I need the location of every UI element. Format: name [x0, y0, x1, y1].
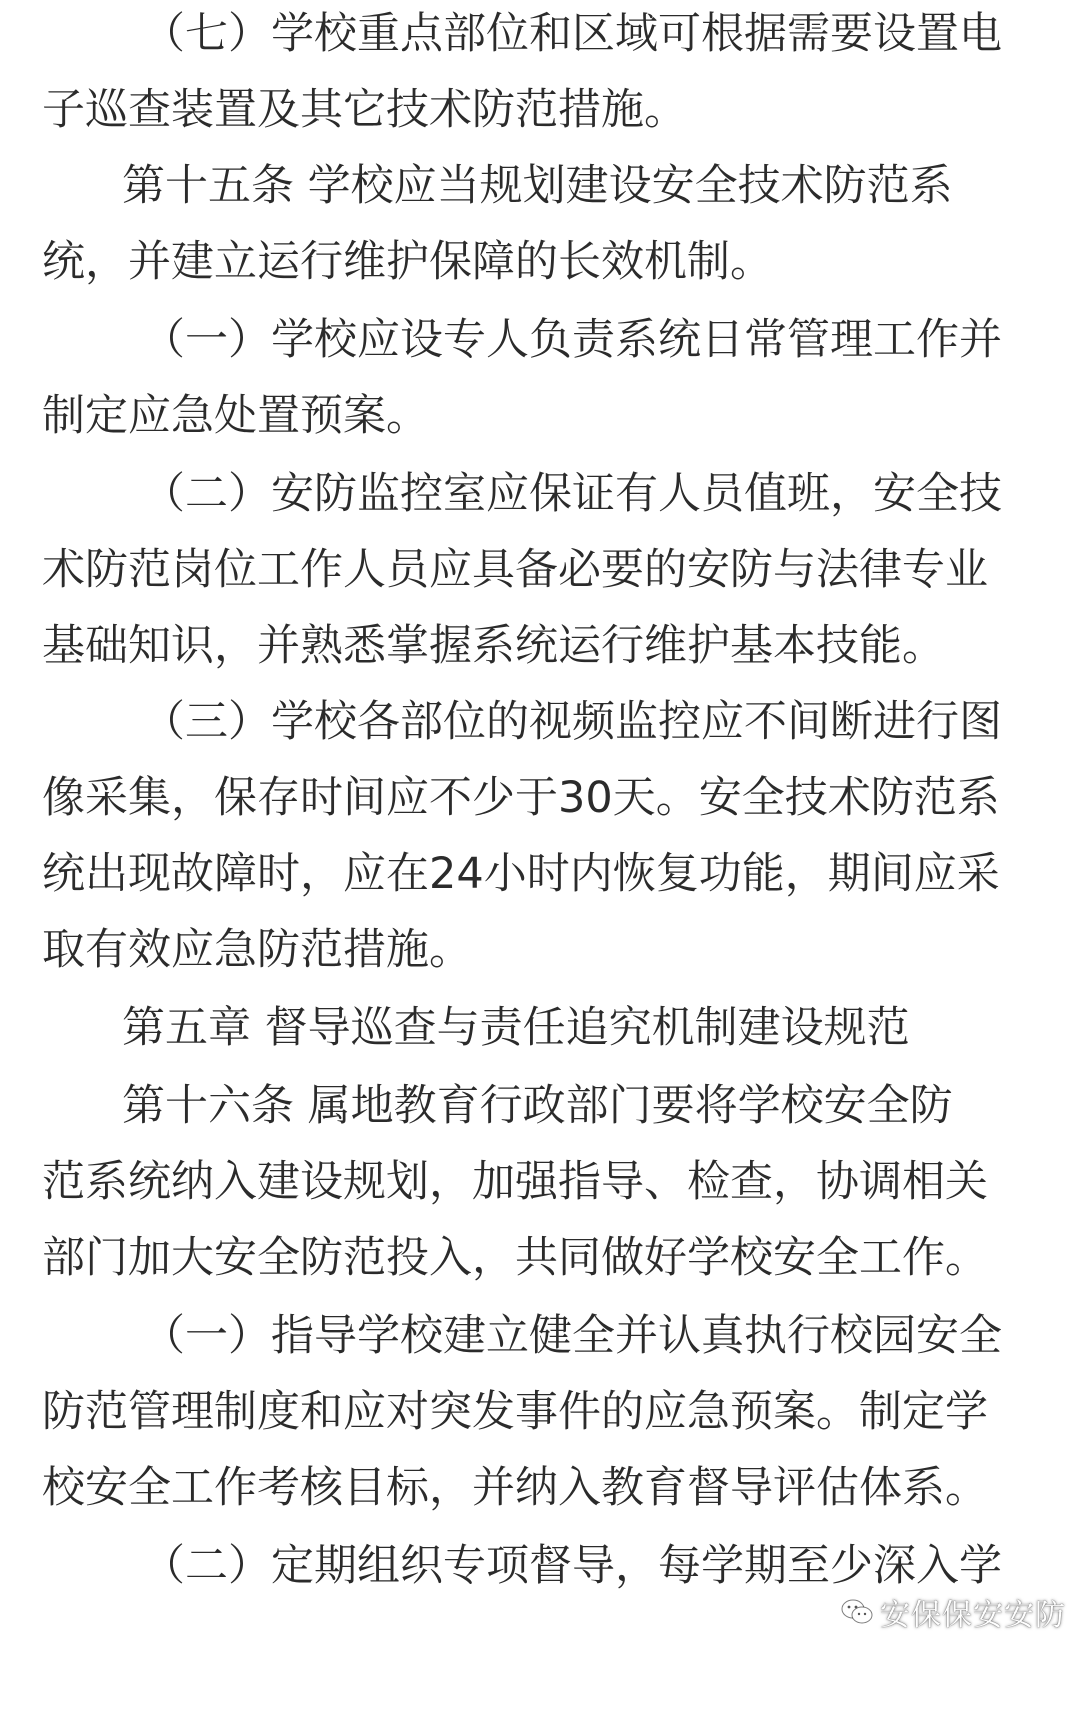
- text-line: （二）定期组织专项督导，每学期至少深入学: [142, 1541, 1002, 1591]
- text-line: （三）学校各部位的视频监控应不间断进行图: [142, 697, 1002, 747]
- text-line: （一）学校应设专人负责系统日常管理工作并: [142, 315, 1002, 365]
- text-line: 取有效应急防范措施。: [42, 925, 472, 975]
- text-line: 范系统纳入建设规划，加强指导、检查，协调相关: [42, 1157, 988, 1207]
- text-line: 子巡查装置及其它技术防范措施。: [42, 85, 687, 135]
- text-line: （七）学校重点部位和区域可根据需要设置电: [142, 9, 1002, 59]
- text-line: 部门加大安全防范投入，共同做好学校安全工作。: [42, 1233, 988, 1283]
- article-heading-line: 第十六条 属地教育行政部门要将学校安全防: [122, 1081, 953, 1131]
- text-line: 基础知识，并熟悉掌握系统运行维护基本技能。: [42, 621, 945, 671]
- text-line: 术防范岗位工作人员应具备必要的安防与法律专业: [42, 545, 988, 595]
- text-line: 制定应急处置预案。: [42, 391, 429, 441]
- article-heading-line: 第十五条 学校应当规划建设安全技术防范系: [122, 161, 953, 211]
- text-line: 防范管理制度和应对突发事件的应急预案。制定学: [42, 1387, 988, 1437]
- text-line: 校安全工作考核目标，并纳入教育督导评估体系。: [42, 1463, 988, 1513]
- watermark-text: 安保保安安防: [880, 1598, 1066, 1633]
- wechat-icon: [840, 1597, 874, 1627]
- text-line: （二）安防监控室应保证有人员值班，安全技: [142, 469, 1002, 519]
- text-line: 像采集，保存时间应不少于30天。安全技术防范系: [42, 773, 1000, 823]
- text-line: 统，并建立运行维护保障的长效机制。: [42, 237, 773, 287]
- chapter-heading: 第五章 督导巡查与责任追究机制建设规范: [122, 1003, 910, 1053]
- text-line: （一）指导学校建立健全并认真执行校园安全: [142, 1311, 1002, 1361]
- text-line: 统出现故障时，应在24小时内恢复功能，期间应采: [42, 849, 1000, 899]
- watermark: [840, 1590, 1066, 1634]
